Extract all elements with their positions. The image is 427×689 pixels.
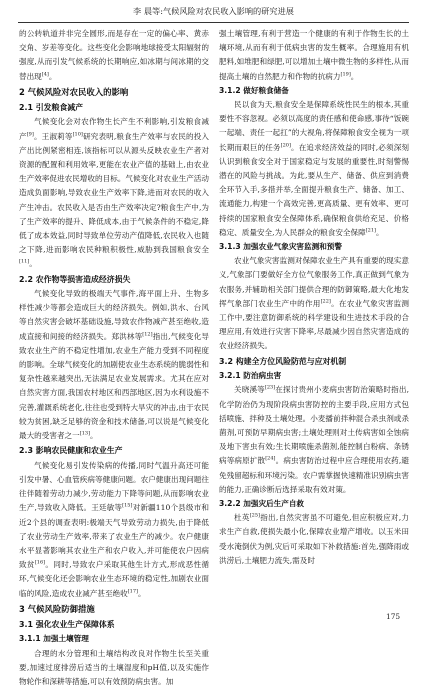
subsubsection-heading: 3.1.2 做好粮食储备 [219,85,289,95]
section-heading: 3 气候风险防御措施 [19,603,95,614]
paragraph: 气候变化导致的极端天气事件,海平面上升、生物多样性减少等都会造成巨大的经济损失。例如,洪水、台风等自然灾害会破坏基础设施,导致农作物减产甚至绝收,造成直接和间接的经济损失。郑洪林等[12]指出,气候变化导致农业生产的不稳定性增加,农业生产能力受到不同程度的影响。全球气候变化的加剧使农业生态系统的脆弱性和复杂性越来越突出,无法满足农业发展需求。尤其在应对自然灾害方面,我国农村地区和西部地区,因为水利设施不完善,灌溉系统老化,往往也受到特大旱灾的冲击,由于农民较为贫困,缺乏足够的资金和技术储备,可以说是气候变化最大的受害者之一[13]。 [19,289,210,441]
left-column [19,27,209,689]
subsubsection-heading: 3.1.3 加强农业气象灾害监测和预警 [219,242,342,252]
subsubsection-heading: 3.1.1 加强土壤管理 [19,634,89,644]
paragraph: 民以食为天,粮食安全是保障系统性民生的根本,其重要性不容忽视。必须以高度的责任感和使命感,事待“饭碗一起端、责任一起扛”的大视角,将保障粮食安全视为一项长期而艰巨的任务[20]。在追求经济效益的同时,必须深刻认识到粮食安全对于国家稳定与发展的重要性,时刻警惕潜在的风险与挑战。为此,要从生产、储备、供应到消费全环节入手,多措并举,全面提升粮食生产、储备、加工、流通能力,构建一个高效完善,更高质量、更有效率、更可持续的国家粮食安全保障体系,确保粮食供给充足、价格稳定、质量安全,为人民群众的粮食安全保障[21]。 [219,100,409,237]
paragraph: 的公转轨道并非完全圆形,而是存在一定的偏心率、黄赤交角、岁差等变化。这些变化会影响地球接受太阳辐射的强度,从而引发气候系统的长期响应,如冰期与间冰期的交替出现[4]。 [19,29,209,81]
subsection-heading: 2.1 引发粮食减产 [19,102,84,112]
running-header: 李 晨等:气候风险对农民收入影响的研究进展 [133,6,294,16]
subsection-heading: 2.3 影响农民健康和农业生产 [19,446,123,456]
subsection-heading: 2.2 农作物等损害造成经济损失 [19,274,131,284]
paragraph: 合理的水分管理和土壤结构改良对作物生长至关重要,加速过度排涝后适当的土壤湿度和pH值,以及实施作物轮作和深耕等措施,可以有效预防病虫害。加 [19,648,209,686]
subsection-heading: 3.1 强化农业生产保障体系 [19,619,115,629]
header-rule [18,22,409,23]
right-column [219,27,409,568]
subsection-heading: 3.2 构建全方位风险防范与应对机制 [219,356,347,366]
paragraph: 气候变化会对农作物生长产生不利影响,引发粮食减产[9]。王淑莉等[10]研究表明,粮食生产效率与农民的投入产出比例紧密相连,该指标可以从源头反映农业生产者对资源的配置和利用效率,更能在农业产值的基础上,由农业生产效率促进农民增收的目标。气候变化对农业生产活动造成负面影响,导致农业生产效率下降,进而对农民的收入产生冲击。农民收入是否由生产效率决定?粮食生产中,为了生产效率的提升、降低成本,由于气候条件的不稳定,降低了成本效益,同时导致单位劳动产值降低,农民收入也随之下降,进而影响农民种粮积极性,威胁到我国粮食安全[11]。 [19,117,210,269]
paragraph: 农业气象灾害监测对保障农业生产具有重要的现实意义,气象部门要做好全方位气象服务工作,真正做到气象为农服务,并辅助相关部门提供合理的防御策略,最大化地发挥气象部门农业生产中的作用[22]。在农业气象灾害监测工作中,要注意防御系统的科学建设和生进技术手段的合理应用,有效进行灾害下降率,尽最减少因自然灾害造成的农业经济损失。 [219,256,410,351]
paragraph: 杜英[25]指出,自然灾害虽不可避免,但应积极应对,力求生产自救,使损失最小化,保障农业增产增收。以玉米田受水淹倒伏为例,灾后可采取如下补救措施:首先,强降雨或洪涝后,土壤肥力流失,需及时 [219,512,410,565]
section-heading: 2 气候风险对农民收入的影响 [19,86,129,97]
paragraph: 强土壤管理,有利于营造一个健康的有利于作物生长的土壤环境,从而有利于低病虫害的发生概率。合理施用有机肥料,如堆肥和绿肥,可以增加土壤中微生物的多样性,从而提高土壤的自然肥力和作物的抗病力[19]。 [219,29,409,81]
subsubsection-heading: 3.2.2 加强灾后生产自救 [219,499,305,508]
paragraph: 气候变化易引发传染病的传播,同时气温升高还可能引发中暑、心血管疾病等健康问题。农户健康出现问题往往伴随着劳动力减少,劳动能力下降等问题,从而影响农业生产,导致收入降低。王廷敏等[15]对新疆110个县级市和近2个县的调查表明:极端天气导致劳动力损失,由于降低了农业劳动生产效率,带来了农业生产的减少。农户健康水平显著影响其农业生产和农户收入,并可能使农户因病致贫[16]。同时,导致农户采取其他生计方式,形成恶性循环,气候变化还会影响农业生态环境的稳定性,加剧农业面临的风险,造成农业减产甚至绝收[17]。 [19,460,209,598]
page-number: 175 [386,612,401,621]
subsubsection-heading: 3.2.1 防治病虫害 [219,371,282,381]
paragraph: 关晓溪等[23]在探讨贵州小麦病虫害防治策略时指出,化学防治仍为现阶段病虫害防控的主要手段,应用方式包括喷施、拌种及土壤处理。小麦播前拌种混合杀虫剂或杀菌剂,可预防早期病虫害;土壤处理则对土传病害如全蚀病及地下害虫有效;生长期喷施杀菌剂,能控制白粉病、条锈病等病原扩散[24]。病虫害防治过程中应合理使用农药,避免残留超标和环境污染。农户需掌握快速精准识别病虫害的能力,正确诊断后选择采取有效对策。 [219,384,410,494]
